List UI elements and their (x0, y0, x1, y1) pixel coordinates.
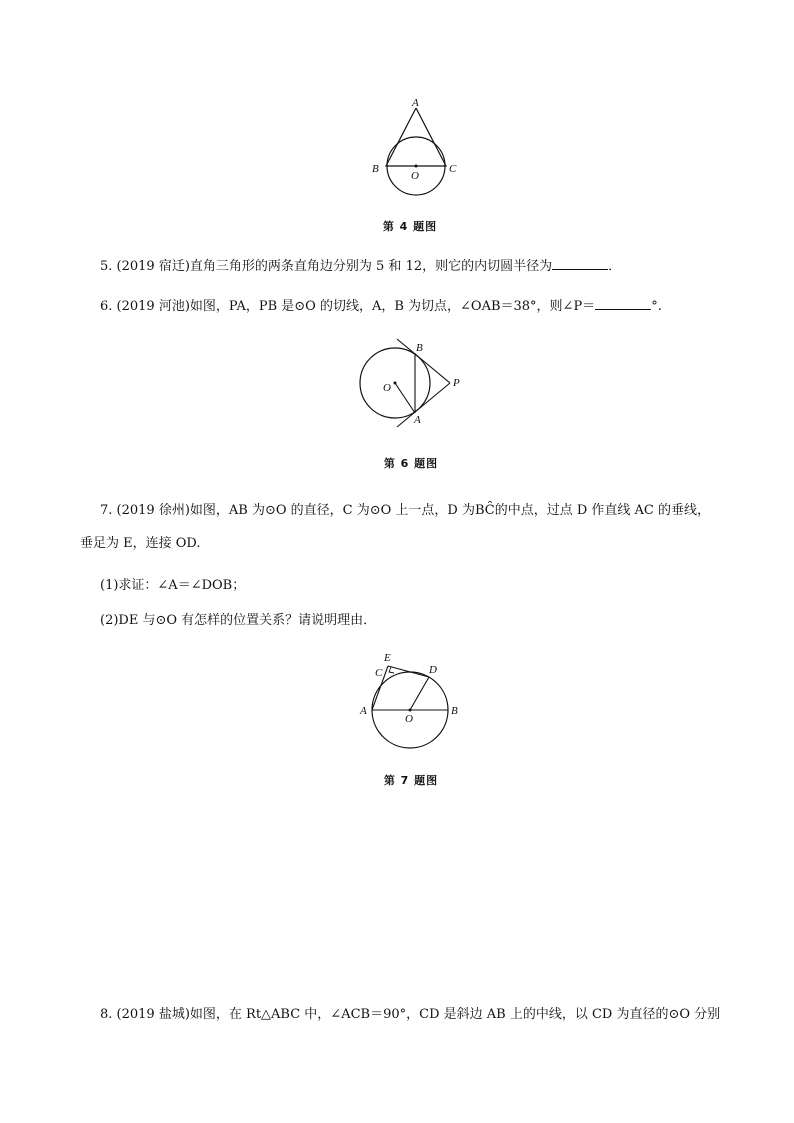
fig6-tangent-pb (397, 339, 450, 383)
q7-line-1-text: 7. (2019 徐州)如图，AB 为⊙O 的直径，C 为⊙O 上一点，D 为BC̑的中点，过点 D 作直线 AC 的垂线， (100, 503, 710, 518)
fig7-label-e: E (384, 652, 391, 664)
question-7-part-1 (100, 577, 245, 595)
fig7-label-a: A (360, 705, 367, 717)
fig7-center-dot (409, 709, 412, 712)
fig7-label-c: C (375, 667, 383, 679)
fig6-radius-oa (395, 383, 415, 413)
q8-line-1-text: 8. (2019 盐城)如图，在 Rt△ABC 中，∠ACB＝90°，CD 是斜边 AB 上的中线，以 CD 为直径的⊙O 分别 (100, 1007, 721, 1022)
figure-6 (350, 335, 475, 435)
q7-part-1-text: (1)求证：∠A＝∠DOB； (100, 578, 246, 593)
question-8-line-1 (100, 1006, 720, 1024)
q6-text: 6. (2019 河池)如图，PA，PB 是⊙O 的切线，A，B 为切点，∠OAB＝38°，则∠P＝ (100, 299, 596, 314)
fig7-line-od (410, 677, 429, 710)
fig4-center-dot (415, 165, 418, 168)
question-7-part-2 (100, 612, 376, 630)
fig6-caption: 第 6 题图 (383, 457, 439, 470)
q5-text: 5. (2019 宿迁)直角三角形的两条直角边分别为 5 和 12，则它的内切圆半径为 (100, 259, 553, 274)
fig6-center-dot (394, 382, 397, 385)
fig4-label-a: A (412, 97, 419, 109)
fig6-label-p: P (453, 377, 460, 389)
fig7-label-d: D (429, 664, 437, 676)
question-5 (100, 257, 621, 276)
fig4-label-c: C (449, 163, 457, 175)
fig4-label-o: O (411, 170, 419, 182)
q5-text-end: ． (608, 259, 622, 274)
fig6-label-b: B (416, 342, 423, 354)
q7-part-2-text: (2)DE 与⊙O 有怎样的位置关系？请说明理由． (100, 613, 377, 628)
fig4-caption: 第 4 题图 (382, 220, 438, 233)
fig6-tangent-pa (397, 383, 450, 427)
figure-4 (360, 95, 470, 205)
fig6-label-a: A (414, 414, 421, 426)
q5-answer-blank[interactable] (552, 257, 608, 270)
fig4-label-b: B (372, 163, 379, 175)
question-7-line-1 (100, 502, 710, 520)
fig6-label-o: O (383, 382, 391, 394)
question-6 (100, 297, 662, 316)
q6-text-end: °. (651, 299, 662, 314)
figure-7 (355, 645, 475, 760)
fig7-label-b: B (451, 705, 458, 717)
fig7-label-o: O (405, 713, 413, 725)
fig7-caption: 第 7 题图 (383, 774, 439, 787)
q6-answer-blank[interactable] (595, 297, 651, 310)
question-7-line-2 (80, 535, 201, 553)
q7-line-2-text: 垂足为 E，连接 OD. (80, 536, 201, 551)
